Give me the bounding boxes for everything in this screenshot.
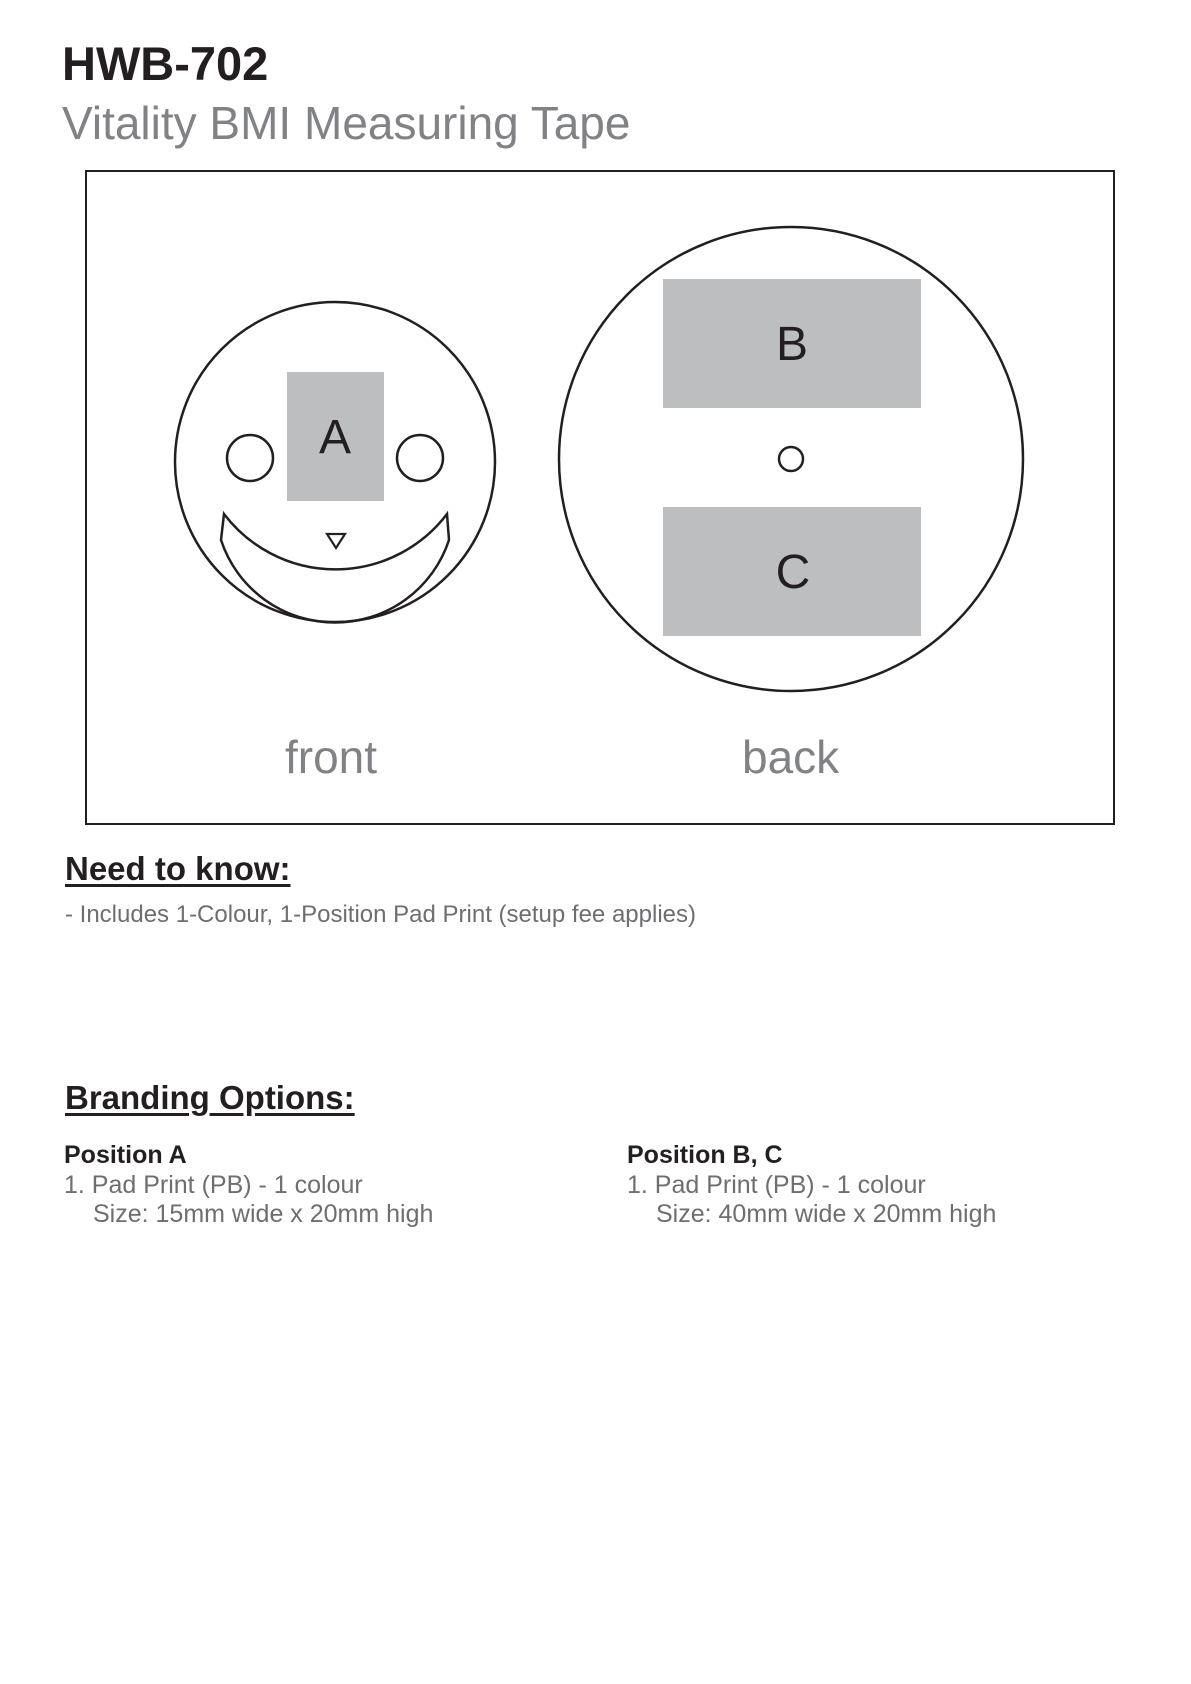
need-to-know-item: - Includes 1-Colour, 1-Position Pad Print (setup fee applies) (65, 901, 696, 928)
product-name: Vitality BMI Measuring Tape (62, 97, 631, 149)
need-to-know-heading: Need to know: (65, 850, 291, 887)
position-bc-title: Position B, C (627, 1141, 783, 1169)
position-bc-option: 1. Pad Print (PB) - 1 colour (627, 1170, 926, 1199)
smile-tape-slot (221, 514, 449, 623)
right-eye-icon (397, 435, 443, 481)
position-bc-size: Size: 40mm wide x 20mm high (656, 1200, 997, 1228)
back-label: back (742, 731, 840, 783)
position-a-block (64, 1141, 433, 1230)
position-a-size: Size: 15mm wide x 20mm high (93, 1200, 434, 1228)
position-bc-block (627, 1141, 996, 1230)
front-label: front (285, 731, 378, 783)
print-area-c-label: C (775, 546, 811, 599)
front-view (175, 302, 495, 623)
branding-options-heading: Branding Options: (65, 1079, 355, 1116)
left-eye-icon (227, 435, 273, 481)
print-area-b-label: B (775, 318, 809, 371)
position-a-option: 1. Pad Print (PB) - 1 colour (64, 1170, 363, 1199)
pointer-triangle-icon (327, 534, 345, 548)
position-a-title: Position A (64, 1141, 187, 1169)
product-diagram (87, 172, 1117, 827)
diagram-frame (85, 170, 1115, 825)
back-view (559, 227, 1023, 691)
centre-hole-icon (779, 447, 803, 471)
product-code: HWB-702 (62, 37, 269, 90)
print-area-a-label: A (318, 411, 352, 464)
